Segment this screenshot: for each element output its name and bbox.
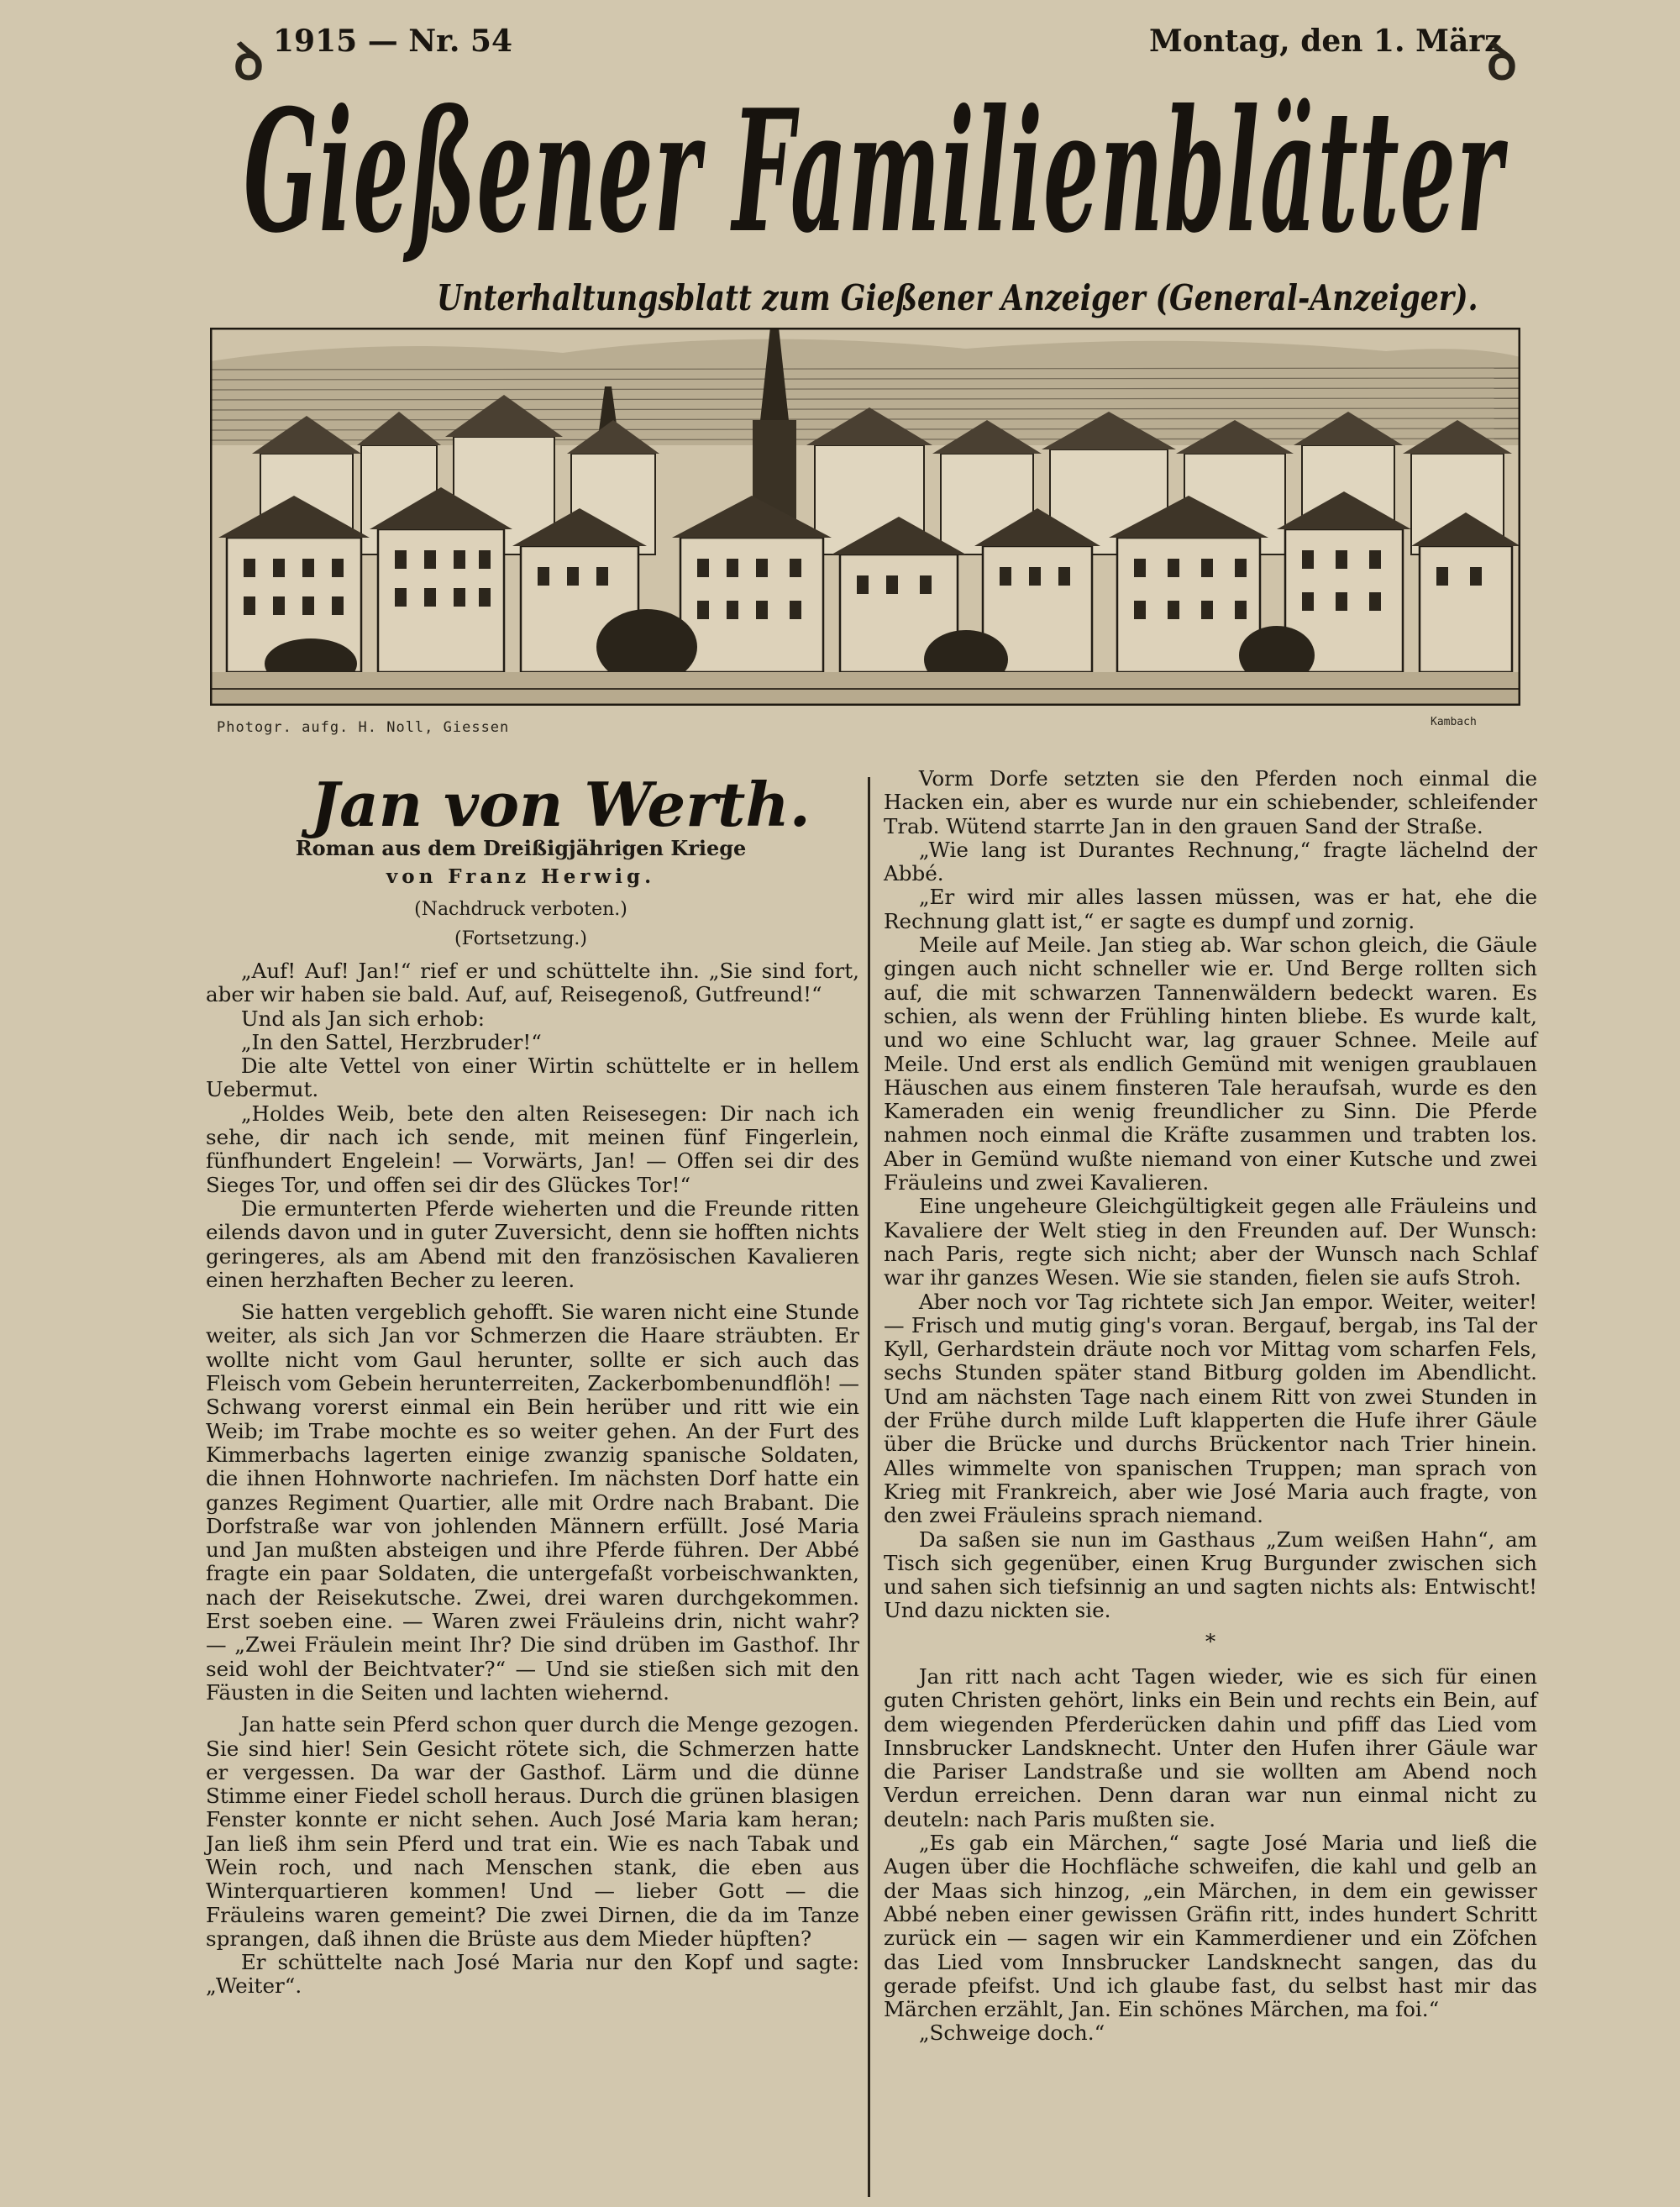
masthead-subtitle: Unterhaltungsblatt zum Gießener Anzeiger (General-Anzeiger). [437,277,1478,318]
town-illustration [210,328,1520,706]
paragraph: Jan hatte sein Pferd schon quer durch die Menge gezogen. Sie sind hier! Sein Gesicht rötete sich, die Schmerzen hatte er vergessen. Da war der Gasthof. Lärm und die dünne Stimme einer Fiedel scholl heraus. Durch die grünen blasigen Fenster konnte er nicht sehen. Auch José Maria kam heran; Jan ließ ihm sein Pferd und trat ein. Wie es nach Tabak und Wein roch, und nach Menschen stank, die eben aus Winterquartieren kommen! Und — lieber Gott — die Fräuleins waren gemeint? Die zwei Dirnen, die da im Tanze sprangen, daß ihnen die Brüste aus dem Mieder hüpften? [206,1712,859,1951]
paragraph: Vorm Dorfe setzten sie den Pferden noch einmal die Hacken ein, aber es wurde nur ein schiebender, schleifender Trab. Wütend starrte Jan in den grauen Sand der Straße. [884,766,1537,838]
paragraph: „In den Sattel, Herzbruder!“ [240,1029,542,1054]
paragraph: „Holdes Weib, bete den alten Reisesegen: Dir nach ich sehe, dir nach ich sende, mit meinen fünf Fingerlein, fünfhundert Engelein! — Vorwärts, Jan! — Offen sei dir des Sieges Tor, und offen sei dir des Glückes Tor!“ [206,1101,859,1197]
issue-number: 1915 — Nr. 54 [273,24,512,59]
corner-ornament-icon: ꝺ [234,33,264,92]
paragraph: „Wie lang ist Durantes Rechnung,“ fragte lächelnd der Abbé. [884,837,1537,886]
left-column [206,959,859,1999]
paragraph: Aber noch vor Tag richtete sich Jan empor. Weiter, weiter! — Frisch und mutig ging's voran. Bergauf, bergab, ins Tal der Kyll, Gerhardstein dräute noch vor Mittag vom scharfen Fels, sechs Stunden später stand Bitburg golden im Abendlicht. Und am nächsten Tage nach einem Ritt von zwei Stunden in der Frühe durch milde Luft klapperten die Hufe ihrer Gäule über die Brücke und durchs Brückentor nach Trier hinein. Alles wimmelte von spanischen Truppen; man sprach von Krieg mit Frankreich, aber wie José Maria auch fragte, von den zwei Fräuleins sprach niemand. [884,1289,1537,1528]
paragraph: „Auf! Auf! Jan!“ rief er und schüttelte ihn. „Sie sind fort, aber wir haben sie bald. Auf, auf, Reisegenoß, Gutfreund!“ [206,959,859,1007]
reprint-notice: (Nachdruck verboten.) [414,899,627,920]
paragraph: Die alte Vettel von einer Wirtin schüttelte er in hellem Uebermut. [206,1054,859,1102]
paragraph: Da saßen sie nun im Gasthaus „Zum weißen Hahn“, am Tisch sich gegenüber, einen Krug Burgunder zwischen sich und sahen sich tiefsinnig an und sagten nichts als: Entwischt! Und dazu nickten sie. [884,1527,1537,1623]
corner-ornament-icon: ꝺ [1487,33,1517,92]
paragraph: Die ermunterten Pferde wieherten und die Freunde ritten eilends davon und in guter Zuversicht, denn sie hofften nichts geringeres, als am Abend mit den französischen Kavalieren einen herzhaften Becher zu leeren. [206,1195,859,1292]
column-divider [868,777,870,2197]
paragraph: Meile auf Meile. Jan stieg ab. War schon gleich, die Gäule gingen auch nicht schneller wie er. Und Berge rollten sich auf, die mit schwarzen Tannenwäldern bedeckt waren. Es schien, als wenn der Frühling hinten bliebe. Es wurde kalt, und wo eine Schlucht war, lag grauer Schnee. Meile auf Meile. Und erst als endlich Gemünd mit wenigen graublauen Häuschen aus einem finsteren Tale heraufsah, wurde es den Kameraden ein wenig freundlicher zu Sinn. Die Pferde nahmen noch einmal die Kräfte zusammen und trabten los. Aber in Gemünd wußte niemand von einer Kutsche und zwei Fräuleins und zwei Kavalieren. [884,933,1537,1195]
paragraph: „Er wird mir alles lassen müssen, was er hat, ehe die Rechnung glatt ist,“ er sagte es dumpf und zornig. [884,885,1537,933]
paragraph: „Es gab ein Märchen,“ sagte José Maria und ließ die Augen über die Hochfläche schweifen, die kahl und gelb an der Maas sich hinzog, „ein Märchen, in dem ein gewisser Abbé neben einer gewissen Gräfin ritt, indes hundert Schritt zurück ein — sagen wir ein Kammerdiener und ein Zöfchen das Lied vom Innsbrucker Landsknecht sangen, das du gerade pfeifst. Und ich glaube fast, du selbst hast mir das Märchen erzählt, Jan. Ein schönes Märchen, ma foi.“ [884,1831,1537,2022]
section-separator: * [1205,1628,1216,1653]
paragraph: „Schweige doch.“ [918,2020,1105,2046]
paragraph: Er schüttelte nach José Maria nur den Kopf und sagte: „Weiter“. [206,1950,859,1999]
article-author: von Franz Herwig. [386,865,656,888]
photo-credit: Photogr. aufg. H. Noll, Giessen [217,719,510,736]
paragraph: Jan ritt nach acht Tagen wieder, wie es sich für einen guten Christen gehört, links ein Bein und rechts ein Bein, auf dem wiegenden Pferderücken dahin und pfiff das Lied vom Innsbrucker Landsknecht. Unter den Hufen ihrer Gäule war die Pariser Landstraße und sie wollten am Abend noch Verdun erreichen. Denn daran war nun einmal nicht zu deuteln: nach Paris mußten sie. [884,1663,1537,1831]
right-column [884,767,1537,2046]
paragraph: Und als Jan sich erhob: [240,1006,485,1031]
paragraph: Sie hatten vergeblich gehofft. Sie waren nicht eine Stunde weiter, als sich Jan vor Schmerzen die Haare sträubten. Er wollte nicht vom Gaul herunter, sollte er sich auch das Fleisch vom Gebein herunterreiten, Zackerbombenundflöh! — Schwang vorerst einmal ein Bein herüber und ritt wie ein Weib; im Trabe mochte es so weiter gehen. An der Furt des Kimmerbachs lagerten einige zwanzig spanische Soldaten, die ihnen Hohnworte nachriefen. Im nächsten Dorf hatte ein ganzes Regiment Quartier, alle mit Ordre nach Brabant. Die Dorfstraße war von johlenden Männern erfüllt. José Maria und Jan mußten absteigen und ihre Pferde führen. Der Abbé fragte ein paar Soldaten, die untergefaßt vorbeischwankten, nach der Reisekutsche. Zwei, drei waren durchgekommen. Erst soeben eine. — Waren zwei Fräuleins drin, nicht wahr? — „Zwei Fräulein meint Ihr? Die sind drüben im Gasthof. Ihr seid wohl der Beichtvater?“ — Und sie stießen sich mit den Fäusten in die Seiten und lachten wiehernd. [206,1300,859,1705]
issue-date: Montag, den 1. März [1149,24,1502,59]
masthead-title: Gießener Familienblätter [244,73,1504,271]
paragraph: Eine ungeheure Gleichgültigkeit gegen alle Fräuleins und Kavaliere der Welt stieg in den Freunden auf. Der Wunsch: nach Paris, regte sich nicht; aber der Wunsch nach Schlaf war ihr ganzes Wesen. Wie sie standen, fielen sie aufs Stroh. [884,1194,1537,1290]
article-subtitle: Roman aus dem Dreißigjährigen Kriege [295,836,747,860]
article-title: Jan von Werth. [311,769,811,840]
continuation-notice: (Fortsetzung.) [454,928,587,949]
artist-credit: Kambach [1431,716,1477,728]
